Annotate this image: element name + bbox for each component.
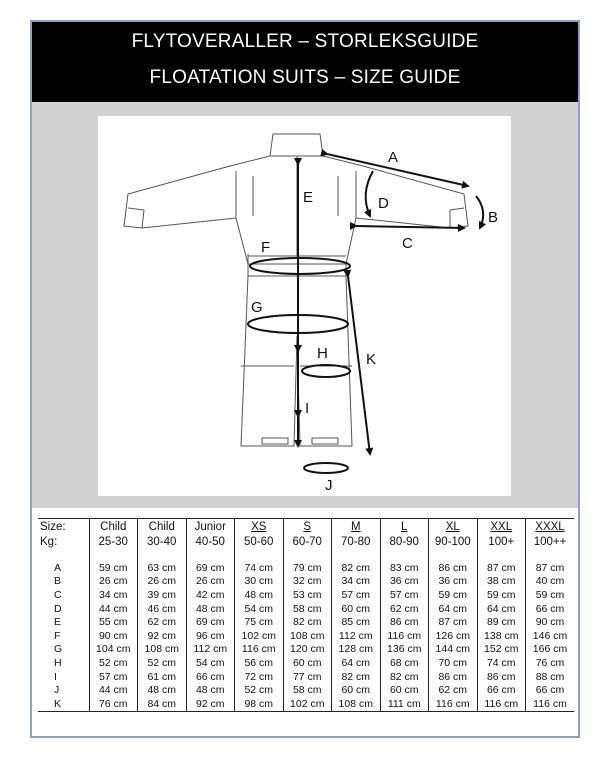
measurement-value: 74 cm xyxy=(235,561,284,575)
measurement-value: 84 cm xyxy=(138,697,187,711)
table-row xyxy=(38,683,574,697)
measurement-value: 63 cm xyxy=(138,561,187,575)
measurement-value: 58 cm xyxy=(283,602,332,616)
kg-range: 80-90 xyxy=(380,534,429,549)
header-banner xyxy=(32,22,578,102)
measurement-value: 48 cm xyxy=(186,602,235,616)
size-name: Child xyxy=(138,519,187,535)
measurement-value: 26 cm xyxy=(186,575,235,589)
kg-range: 60-70 xyxy=(283,534,332,549)
size-name: Child xyxy=(89,519,138,535)
measurement-value: 44 cm xyxy=(89,602,138,616)
measurement-value: 48 cm xyxy=(138,683,187,697)
measurement-value: 86 cm xyxy=(429,561,478,575)
measurement-value: 60 cm xyxy=(332,683,381,697)
spacer-cell xyxy=(526,549,575,561)
label-b: B xyxy=(488,209,499,226)
kg-range: 100++ xyxy=(526,534,575,549)
measurement-value: 36 cm xyxy=(429,575,478,589)
measurement-value: 136 cm xyxy=(380,643,429,657)
measurement-value: 26 cm xyxy=(138,575,187,589)
measurement-value: 82 cm xyxy=(332,561,381,575)
measurement-value: 59 cm xyxy=(526,588,575,602)
measurement-value: 90 cm xyxy=(89,629,138,643)
measurement-value: 52 cm xyxy=(235,683,284,697)
label-f: F xyxy=(261,239,271,256)
measurement-value: 90 cm xyxy=(526,615,575,629)
measurement-letter: F xyxy=(54,629,61,642)
size-name: L xyxy=(380,519,429,535)
size-name: XL xyxy=(429,519,478,535)
measurement-value: 76 cm xyxy=(526,656,575,670)
table-row xyxy=(38,697,574,711)
measurement-value: 57 cm xyxy=(332,588,381,602)
measurement-value: 87 cm xyxy=(526,561,575,575)
label-e: E xyxy=(303,189,314,206)
measurement-value: 166 cm xyxy=(526,643,575,657)
measurement-value: 120 cm xyxy=(283,643,332,657)
measurement-arrows xyxy=(248,154,483,473)
diagram-background xyxy=(32,102,578,508)
measurement-value: 112 cm xyxy=(186,643,235,657)
spacer-cell xyxy=(138,549,187,561)
kg-range: 50-60 xyxy=(235,534,284,549)
kg-range: 30-40 xyxy=(138,534,187,549)
measurement-value: 53 cm xyxy=(283,588,332,602)
label-j: J xyxy=(325,477,333,494)
measurement-value: 82 cm xyxy=(380,670,429,684)
label-a: A xyxy=(388,149,399,166)
size-name: XS xyxy=(235,519,284,535)
measurement-letter: C xyxy=(54,588,62,601)
size-table xyxy=(38,518,574,712)
measurement-value: 92 cm xyxy=(138,629,187,643)
measurement-value: 144 cm xyxy=(429,643,478,657)
measurement-value: 60 cm xyxy=(283,656,332,670)
measurement-value: 146 cm xyxy=(526,629,575,643)
measurement-value: 56 cm xyxy=(235,656,284,670)
table-row xyxy=(38,629,574,643)
measurement-value: 48 cm xyxy=(186,683,235,697)
measurement-value: 76 cm xyxy=(89,697,138,711)
size-label: Size: xyxy=(40,520,66,533)
measurement-letter: K xyxy=(54,697,62,710)
measurement-value: 88 cm xyxy=(526,670,575,684)
measurement-letter: I xyxy=(54,670,57,683)
table-row xyxy=(38,670,574,684)
measurement-value: 39 cm xyxy=(138,588,187,602)
measurement-value: 102 cm xyxy=(283,697,332,711)
kg-range: 40-50 xyxy=(186,534,235,549)
spacer-cell xyxy=(38,549,89,561)
measurement-letter: G xyxy=(54,643,63,656)
measurement-value: 66 cm xyxy=(526,602,575,616)
suit-outline xyxy=(124,134,468,446)
measurement-value: 57 cm xyxy=(380,588,429,602)
measurement-value: 48 cm xyxy=(235,588,284,602)
measurement-value: 86 cm xyxy=(477,670,526,684)
measurement-value: 92 cm xyxy=(186,697,235,711)
measurement-value: 52 cm xyxy=(89,656,138,670)
kg-range: 100+ xyxy=(477,534,526,549)
measurement-value: 52 cm xyxy=(138,656,187,670)
measurement-value: 116 cm xyxy=(235,643,284,657)
measurement-value: 102 cm xyxy=(235,629,284,643)
measurement-value: 104 cm xyxy=(89,643,138,657)
measurement-value: 59 cm xyxy=(89,561,138,575)
measurement-value: 87 cm xyxy=(477,561,526,575)
measurement-value: 77 cm xyxy=(283,670,332,684)
measurement-letter: J xyxy=(54,684,60,697)
spacer-cell xyxy=(429,549,478,561)
label-d: D xyxy=(378,195,389,212)
measurement-value: 42 cm xyxy=(186,588,235,602)
measurement-value: 79 cm xyxy=(283,561,332,575)
measurement-value: 64 cm xyxy=(429,602,478,616)
measurement-value: 72 cm xyxy=(235,670,284,684)
measurement-value: 68 cm xyxy=(380,656,429,670)
spacer-cell xyxy=(283,549,332,561)
spacer-cell xyxy=(332,549,381,561)
measurement-letter: B xyxy=(54,575,62,588)
measurement-value: 112 cm xyxy=(332,629,381,643)
size-name: M xyxy=(332,519,381,535)
measurement-value: 64 cm xyxy=(477,602,526,616)
measurement-value: 66 cm xyxy=(526,683,575,697)
size-guide-frame xyxy=(30,20,580,738)
measurement-value: 75 cm xyxy=(235,615,284,629)
measurement-value: 89 cm xyxy=(477,615,526,629)
measurement-letter: E xyxy=(54,616,62,629)
measurement-value: 46 cm xyxy=(138,602,187,616)
measurement-value: 61 cm xyxy=(138,670,187,684)
measurement-value: 108 cm xyxy=(138,643,187,657)
size-name: XXL xyxy=(477,519,526,535)
measurement-value: 126 cm xyxy=(429,629,478,643)
suit-diagram xyxy=(98,116,511,496)
measurement-value: 64 cm xyxy=(332,656,381,670)
measurement-value: 44 cm xyxy=(89,683,138,697)
measurement-value: 32 cm xyxy=(283,575,332,589)
title-norwegian: FLYTOVERALLER – STORLEKSGUIDE xyxy=(131,31,479,52)
measurement-value: 66 cm xyxy=(477,683,526,697)
table-row xyxy=(38,588,574,602)
measurement-value: 59 cm xyxy=(429,588,478,602)
suit-diagram-svg xyxy=(98,116,511,496)
label-i: I xyxy=(305,400,310,417)
size-table-area xyxy=(38,518,574,712)
label-k: K xyxy=(366,351,377,368)
spacer-cell xyxy=(477,549,526,561)
measurement-value: 60 cm xyxy=(380,683,429,697)
measurement-value: 86 cm xyxy=(380,615,429,629)
measurement-value: 70 cm xyxy=(429,656,478,670)
spacer-row xyxy=(38,549,574,561)
size-name: S xyxy=(283,519,332,535)
table-row xyxy=(38,561,574,575)
measurement-letter: H xyxy=(54,656,62,669)
size-name: Junior xyxy=(186,519,235,535)
spacer-cell xyxy=(235,549,284,561)
measurement-value: 74 cm xyxy=(477,656,526,670)
measurement-value: 40 cm xyxy=(526,575,575,589)
label-g: G xyxy=(251,299,263,316)
title-english: FLOATATION SUITS – SIZE GUIDE xyxy=(149,67,461,88)
measurement-value: 59 cm xyxy=(477,588,526,602)
measurement-value: 58 cm xyxy=(283,683,332,697)
measurement-value: 57 cm xyxy=(89,670,138,684)
measurement-value: 60 cm xyxy=(332,602,381,616)
table-row xyxy=(38,615,574,629)
measurement-letter: D xyxy=(54,602,62,615)
measurement-value: 69 cm xyxy=(186,561,235,575)
measurement-value: 62 cm xyxy=(138,615,187,629)
measurement-value: 152 cm xyxy=(477,643,526,657)
measurement-value: 82 cm xyxy=(283,615,332,629)
measurement-value: 26 cm xyxy=(89,575,138,589)
label-h: H xyxy=(317,345,328,362)
measurement-value: 116 cm xyxy=(380,629,429,643)
measurement-value: 54 cm xyxy=(235,602,284,616)
kg-header-row xyxy=(38,534,574,549)
measurement-value: 66 cm xyxy=(186,670,235,684)
measurement-value: 62 cm xyxy=(429,683,478,697)
measurement-value: 87 cm xyxy=(429,615,478,629)
size-name: XXXL xyxy=(526,519,575,535)
kg-label: Kg: xyxy=(40,535,58,548)
table-row xyxy=(38,575,574,589)
measurement-value: 116 cm xyxy=(526,697,575,711)
table-row xyxy=(38,602,574,616)
measurement-value: 116 cm xyxy=(477,697,526,711)
measurement-value: 30 cm xyxy=(235,575,284,589)
measurement-value: 98 cm xyxy=(235,697,284,711)
measurement-value: 62 cm xyxy=(380,602,429,616)
measurement-value: 96 cm xyxy=(186,629,235,643)
measurement-value: 34 cm xyxy=(332,575,381,589)
spacer-cell xyxy=(89,549,138,561)
measurement-value: 108 cm xyxy=(283,629,332,643)
measurement-letter: A xyxy=(54,561,62,574)
measurement-value: 36 cm xyxy=(380,575,429,589)
size-header-row xyxy=(38,519,574,535)
spacer-cell xyxy=(380,549,429,561)
spacer-cell xyxy=(186,549,235,561)
measurement-value: 111 cm xyxy=(380,697,429,711)
kg-range: 70-80 xyxy=(332,534,381,549)
measurement-value: 85 cm xyxy=(332,615,381,629)
measurement-value: 116 cm xyxy=(429,697,478,711)
measurement-value: 38 cm xyxy=(477,575,526,589)
table-row xyxy=(38,656,574,670)
measurement-value: 55 cm xyxy=(89,615,138,629)
table-row xyxy=(38,643,574,657)
measurement-value: 128 cm xyxy=(332,643,381,657)
measurement-value: 108 cm xyxy=(332,697,381,711)
measurement-value: 34 cm xyxy=(89,588,138,602)
measurement-value: 69 cm xyxy=(186,615,235,629)
kg-range: 90-100 xyxy=(429,534,478,549)
label-c: C xyxy=(402,235,413,252)
kg-range: 25-30 xyxy=(89,534,138,549)
measurement-value: 138 cm xyxy=(477,629,526,643)
measurement-value: 86 cm xyxy=(429,670,478,684)
measurement-value: 82 cm xyxy=(332,670,381,684)
measurement-value: 54 cm xyxy=(186,656,235,670)
measurement-value: 83 cm xyxy=(380,561,429,575)
